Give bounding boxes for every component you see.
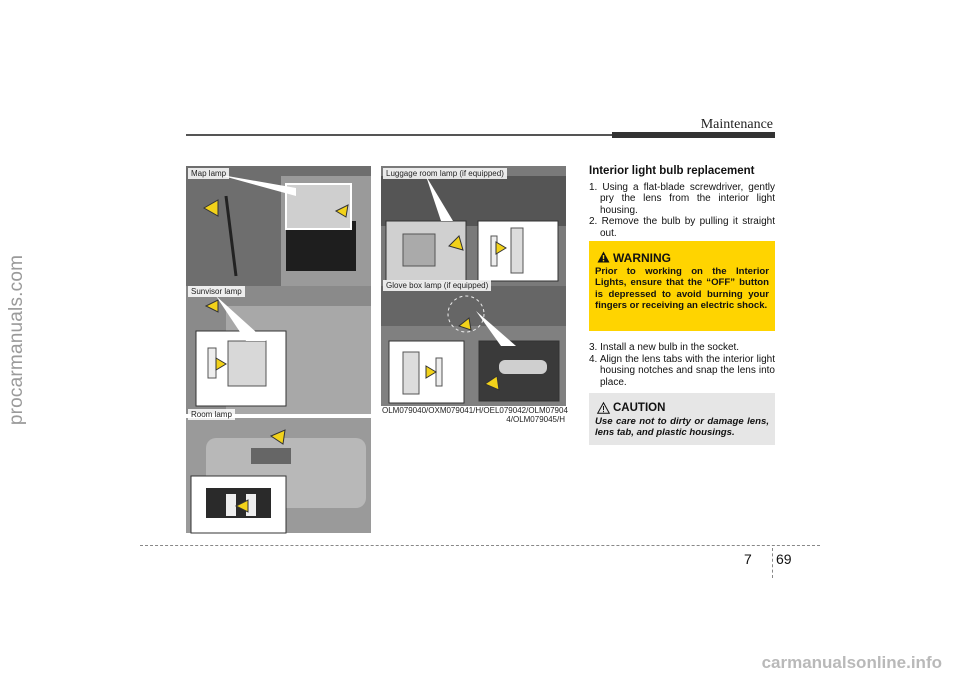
figure-caption	[382, 406, 568, 424]
luggage-lamp-illustration	[381, 166, 566, 286]
header-rule-accent	[612, 132, 775, 138]
map-lamp-figure	[186, 166, 371, 286]
instructions	[589, 166, 775, 239]
step-3: 3. Install a new bulb in the socket.	[589, 342, 740, 353]
luggage-lamp-figure	[381, 166, 566, 286]
step-1: 1. Using a flat-blade screwdriver, gently pry the lens from the interior light housing.	[589, 181, 775, 216]
warning-title: WARNING	[613, 251, 671, 265]
sunvisor-lamp-figure	[186, 286, 371, 414]
bottom-watermark: carmanualsonline.info	[761, 653, 942, 672]
figure-caption-line1: OLM079040/OXM079041/H/OEL079042/OLM07904	[382, 406, 568, 415]
map-lamp-illustration	[186, 166, 371, 286]
luggage-lamp-label: Luggage room lamp (if equipped)	[383, 168, 507, 179]
glovebox-lamp-figure	[381, 281, 566, 406]
caution-title: CAUTION	[613, 402, 666, 414]
caution-text: Use care not to dirty or damage lens, lens tab, and plastic housings.	[595, 416, 769, 439]
step-2: 2. Remove the bulb by pulling it straight out.	[589, 216, 775, 239]
room-lamp-illustration	[186, 418, 371, 533]
page-number: 69	[776, 551, 792, 567]
glovebox-lamp-label: Glove box lamp (if equipped)	[383, 280, 491, 291]
caution-icon	[597, 402, 610, 414]
warning-icon	[597, 251, 610, 263]
instructions-continued	[589, 342, 775, 388]
step-4: 4. Align the lens tabs with the interior light housing notches and snap the lens into place.	[589, 353, 775, 388]
caution-box	[589, 393, 775, 445]
instructions-title: Interior light bulb replacement	[589, 165, 755, 177]
sunvisor-lamp-label: Sunvisor lamp	[188, 286, 245, 297]
side-watermark-text: procarmanuals.com	[6, 254, 27, 426]
footer-rule	[140, 545, 820, 546]
warning-text: Prior to working on the Interior Lights, ensure that the “OFF” button is depressed to avoid burning your fingers or receiving an electric shock.	[595, 266, 769, 311]
figure-caption-line2: 4/OLM079045/H	[506, 415, 565, 424]
side-watermark	[2, 150, 32, 530]
section-title: Maintenance	[700, 117, 773, 132]
room-lamp-figure	[186, 410, 371, 533]
glovebox-lamp-illustration	[381, 286, 566, 406]
chapter-number: 7	[744, 551, 752, 567]
footer-divider	[772, 548, 773, 578]
map-lamp-label: Map lamp	[188, 168, 229, 179]
warning-box	[589, 241, 775, 331]
room-lamp-label: Room lamp	[188, 409, 235, 420]
sunvisor-lamp-illustration	[186, 286, 371, 414]
